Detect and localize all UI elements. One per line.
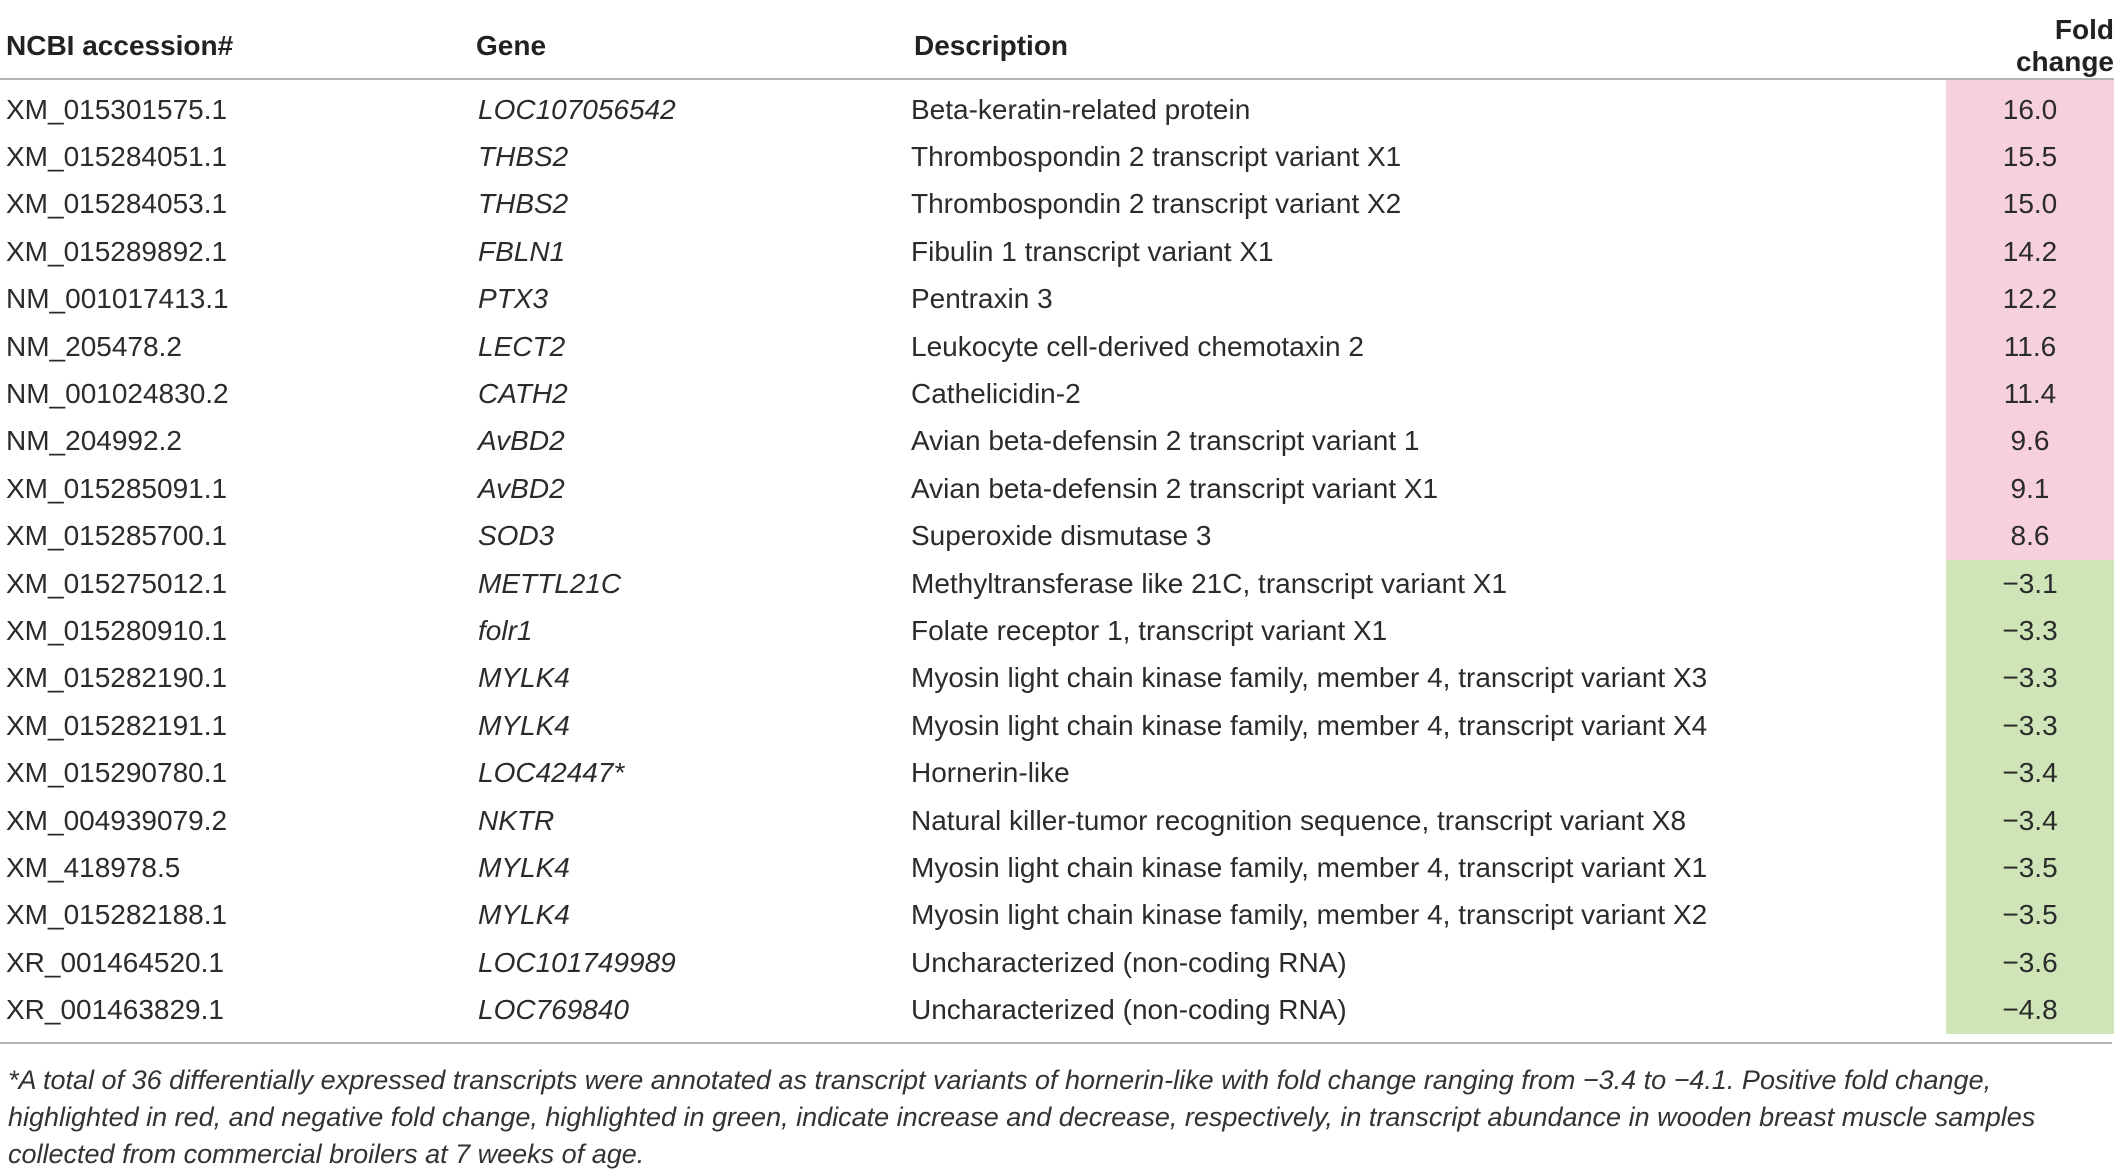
cell-gene: LOC42447* <box>478 757 625 789</box>
cell-gene: MYLK4 <box>478 899 570 931</box>
cell-fold-change: 8.6 <box>1946 513 2114 560</box>
cell-gene: THBS2 <box>478 188 569 220</box>
table-row <box>0 607 2114 654</box>
cell-accession: XM_004939079.2 <box>6 804 228 836</box>
cell-description: Folate receptor 1, transcript variant X1 <box>911 614 1388 646</box>
cell-gene: MYLK4 <box>478 851 570 883</box>
table-footnote: *A total of 36 differentially expressed transcripts were annotated as transcript variants of hornerin-like with fold change ranging from −3.4 to −4.1. Positive fold change, highlighted in red, and negative fold change, highlighted in green, indicate increase and decrease, respectively, in transcript abundance in wooden breast muscle samples collected from commercial broilers at 7 weeks of age. <box>8 1065 2036 1169</box>
cell-gene: AvBD2 <box>478 425 565 457</box>
cell-fold-change: −3.3 <box>1946 655 2114 702</box>
footnote-section <box>0 1042 2112 1173</box>
cell-fold-change: 11.4 <box>1946 370 2114 417</box>
cell-description: Uncharacterized (non-coding RNA) <box>911 946 1347 978</box>
cell-description: Myosin light chain kinase family, member 4, transcript variant X1 <box>911 851 1708 883</box>
cell-accession: XM_015301575.1 <box>6 93 228 125</box>
table-row <box>0 844 2114 891</box>
header-fold-change: Fold change <box>1946 14 2114 79</box>
table-row <box>0 655 2114 702</box>
cell-description: Superoxide dismutase 3 <box>911 520 1212 552</box>
table-row <box>0 560 2114 607</box>
cell-gene: FBLN1 <box>478 235 566 267</box>
table-row <box>0 228 2114 275</box>
cell-accession: NM_204992.2 <box>6 425 182 457</box>
cell-fold-change: −3.1 <box>1946 560 2114 607</box>
cell-gene: LOC107056542 <box>478 93 676 125</box>
table-row <box>0 323 2114 370</box>
gene-expression-table <box>0 14 2114 1034</box>
cell-description: Pentraxin 3 <box>911 283 1053 315</box>
cell-fold-change: −3.6 <box>1946 939 2114 986</box>
cell-accession: XR_001463829.1 <box>6 994 224 1026</box>
cell-accession: NM_001017413.1 <box>6 283 229 315</box>
cell-gene: LOC769840 <box>478 994 630 1026</box>
cell-accession: XM_015285700.1 <box>6 520 228 552</box>
cell-accession: XM_418978.5 <box>6 851 181 883</box>
cell-gene: METTL21C <box>478 567 622 599</box>
header-accession: NCBI accession# <box>0 14 470 79</box>
cell-fold-change: 14.2 <box>1946 228 2114 275</box>
cell-description: Avian beta-defensin 2 transcript variant 1 <box>911 425 1420 457</box>
cell-fold-change: 9.6 <box>1946 418 2114 465</box>
cell-fold-change: −3.4 <box>1946 797 2114 844</box>
table-row <box>0 939 2114 986</box>
cell-fold-change: −3.4 <box>1946 749 2114 796</box>
table-row <box>0 749 2114 796</box>
cell-fold-change: 15.5 <box>1946 133 2114 180</box>
cell-fold-change: −3.3 <box>1946 607 2114 654</box>
cell-accession: XM_015284051.1 <box>6 141 228 173</box>
table-row <box>0 797 2114 844</box>
cell-fold-change: 11.6 <box>1946 323 2114 370</box>
cell-accession: XM_015282191.1 <box>6 709 228 741</box>
cell-description: Thrombospondin 2 transcript variant X2 <box>911 188 1402 220</box>
cell-accession: XM_015282190.1 <box>6 662 228 694</box>
table-row <box>0 79 2114 133</box>
cell-accession: NM_205478.2 <box>6 330 182 362</box>
cell-gene: THBS2 <box>478 141 569 173</box>
cell-description: Beta-keratin-related protein <box>911 93 1251 125</box>
cell-gene: SOD3 <box>478 520 555 552</box>
table-row <box>0 702 2114 749</box>
cell-accession: NM_001024830.2 <box>6 378 229 410</box>
cell-fold-change: 9.1 <box>1946 465 2114 512</box>
cell-description: Avian beta-defensin 2 transcript variant X1 <box>911 472 1439 504</box>
table-row <box>0 276 2114 323</box>
table-row <box>0 892 2114 939</box>
table-body <box>0 79 2114 1034</box>
table-row <box>0 986 2114 1033</box>
cell-gene: LECT2 <box>478 330 566 362</box>
cell-description: Hornerin-like <box>911 757 1070 789</box>
cell-description: Uncharacterized (non-coding RNA) <box>911 994 1347 1026</box>
cell-description: Natural killer-tumor recognition sequence, transcript variant X8 <box>911 804 1687 836</box>
cell-accession: XR_001464520.1 <box>6 946 224 978</box>
cell-gene: PTX3 <box>478 283 549 315</box>
header-row <box>0 14 2114 79</box>
cell-fold-change: −3.5 <box>1946 892 2114 939</box>
cell-fold-change: 12.2 <box>1946 276 2114 323</box>
cell-accession: XM_015280910.1 <box>6 614 228 646</box>
cell-description: Myosin light chain kinase family, member 4, transcript variant X2 <box>911 899 1708 931</box>
cell-description: Cathelicidin-2 <box>911 378 1081 410</box>
table-header <box>0 14 2114 79</box>
cell-accession: XM_015285091.1 <box>6 472 228 504</box>
cell-fold-change: 15.0 <box>1946 181 2114 228</box>
cell-description: Myosin light chain kinase family, member 4, transcript variant X3 <box>911 662 1708 694</box>
table-row <box>0 133 2114 180</box>
table-row <box>0 370 2114 417</box>
cell-description: Fibulin 1 transcript variant X1 <box>911 235 1274 267</box>
cell-gene: folr1 <box>478 614 533 646</box>
cell-accession: XM_015289892.1 <box>6 235 228 267</box>
cell-description: Myosin light chain kinase family, member 4, transcript variant X4 <box>911 709 1708 741</box>
cell-gene: CATH2 <box>478 378 568 410</box>
cell-accession: XM_015290780.1 <box>6 757 228 789</box>
table-row <box>0 513 2114 560</box>
cell-description: Leukocyte cell-derived chemotaxin 2 <box>911 330 1364 362</box>
cell-gene: AvBD2 <box>478 472 565 504</box>
cell-description: Thrombospondin 2 transcript variant X1 <box>911 141 1402 173</box>
cell-accession: XM_015275012.1 <box>6 567 228 599</box>
table-row <box>0 418 2114 465</box>
header-gene: Gene <box>470 14 908 79</box>
cell-gene: LOC101749989 <box>478 946 676 978</box>
table-row <box>0 465 2114 512</box>
cell-fold-change: −3.5 <box>1946 844 2114 891</box>
cell-fold-change: 16.0 <box>1946 79 2114 133</box>
cell-fold-change: −4.8 <box>1946 986 2114 1033</box>
cell-gene: MYLK4 <box>478 662 570 694</box>
cell-gene: MYLK4 <box>478 709 570 741</box>
cell-fold-change: −3.3 <box>1946 702 2114 749</box>
header-description: Description <box>908 14 1946 79</box>
table-row <box>0 181 2114 228</box>
cell-accession: XM_015282188.1 <box>6 899 228 931</box>
cell-accession: XM_015284053.1 <box>6 188 228 220</box>
cell-gene: NKTR <box>478 804 555 836</box>
cell-description: Methyltransferase like 21C, transcript variant X1 <box>911 567 1508 599</box>
